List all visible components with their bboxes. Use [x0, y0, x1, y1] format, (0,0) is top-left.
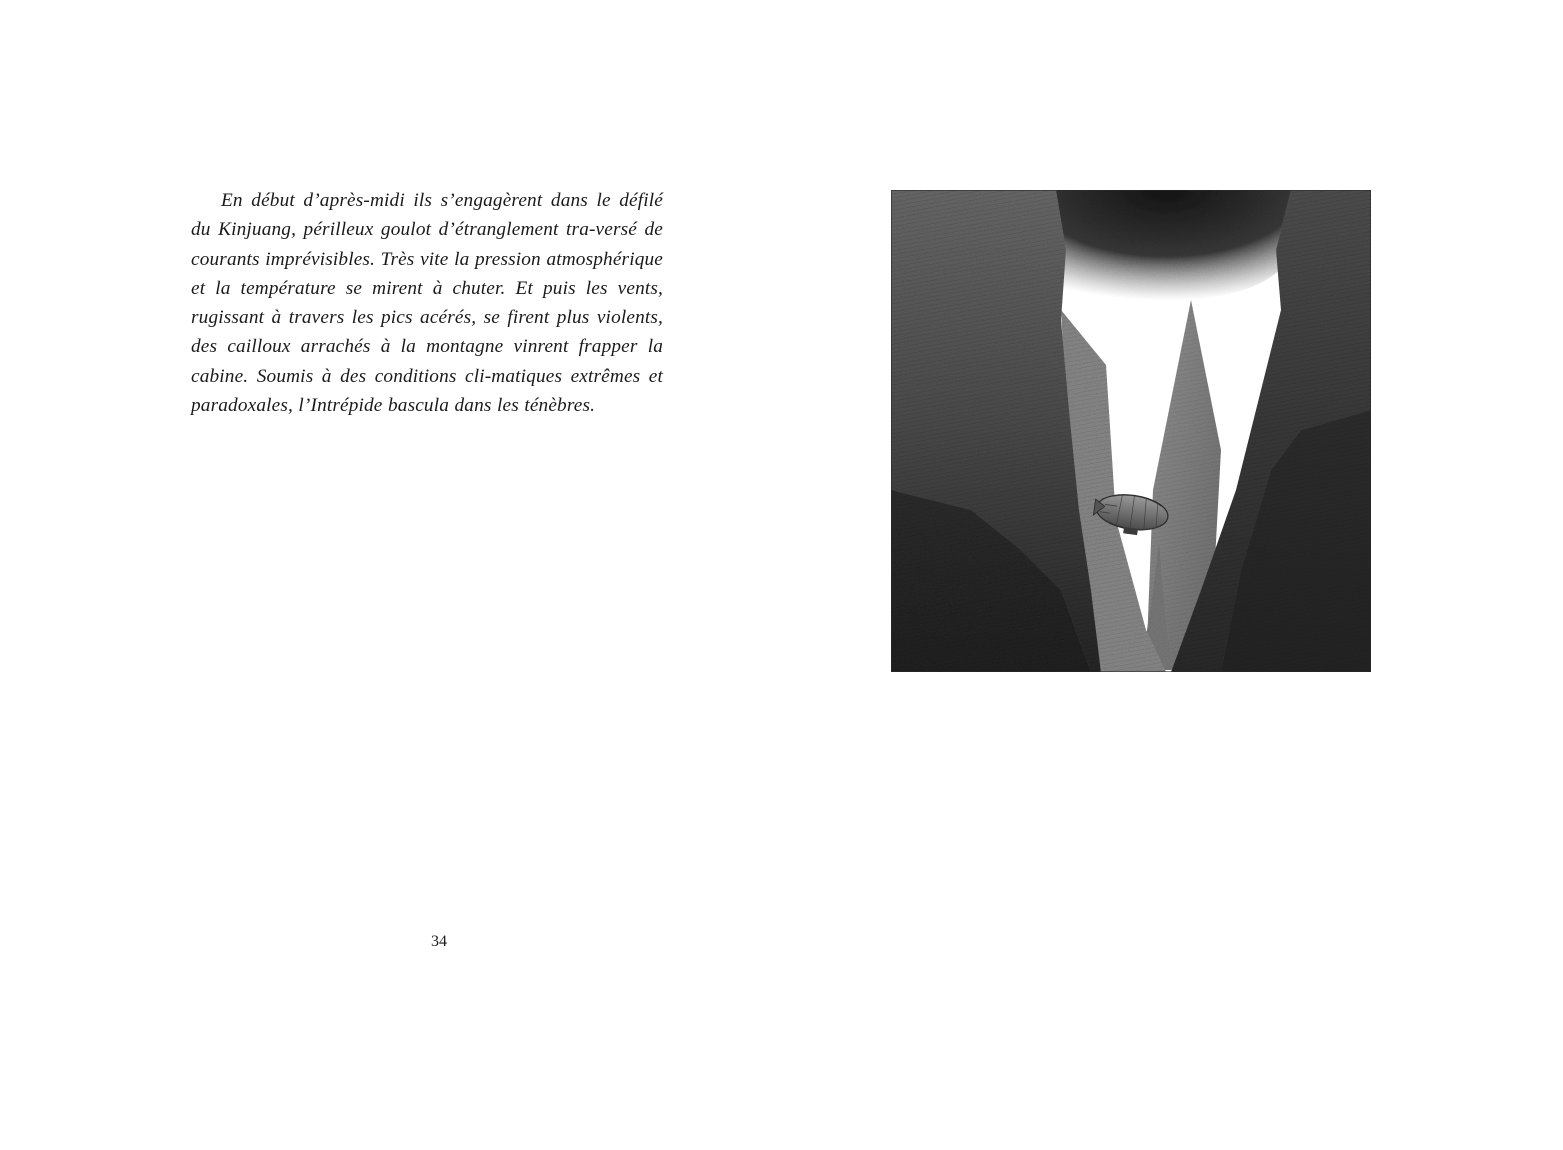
gorge-airship-illustration	[891, 190, 1371, 672]
illustration-drawing	[891, 190, 1371, 672]
body-text-block	[191, 186, 663, 420]
left-page	[0, 0, 781, 1150]
right-page	[781, 0, 1563, 1150]
page-number: 34	[431, 933, 447, 950]
body-paragraph: En début d’après-midi ils s’engagèrent dans le défilé du Kinjuang, périlleux goulot d’étranglement tra-versé de courants imprévisibles. Très vite la pression atmosphérique et la température se mirent à chuter. Et puis les vents, rugissant à travers les pics acérés, se firent plus violents, des cailloux arrachés à la montagne vinrent frapper la cabine. Soumis à des conditions cli-matiques extrêmes et paradoxales, l’Intrépide bascula dans les ténèbres.	[191, 190, 663, 417]
